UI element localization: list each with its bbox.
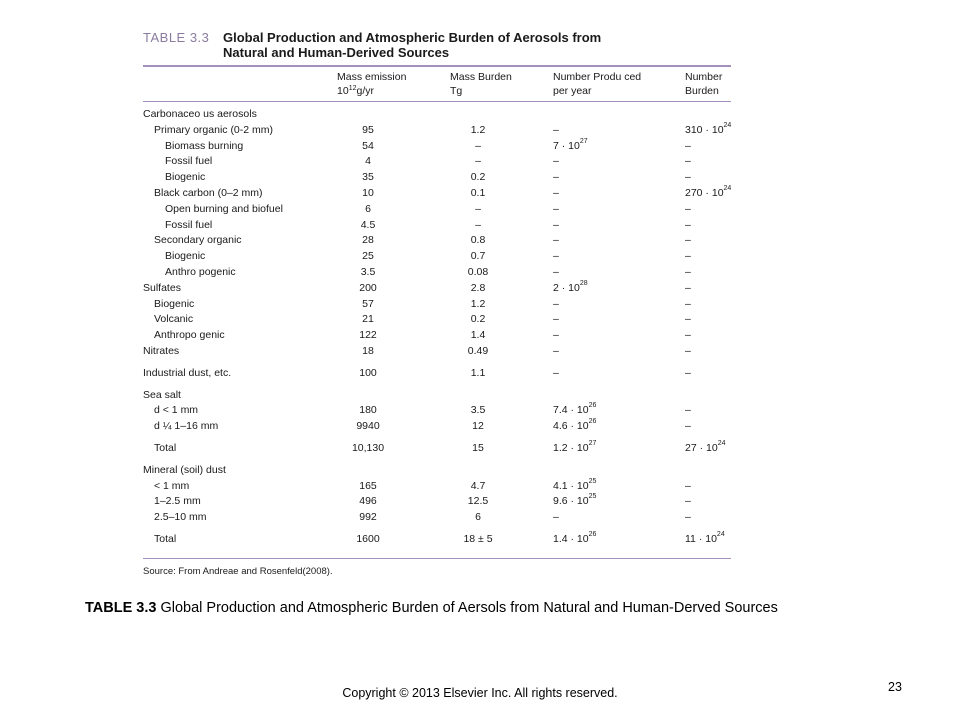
caption-label: TABLE 3.3	[85, 600, 157, 616]
cell-mass-burden: 15	[472, 442, 484, 454]
cell-number-burden-base: –	[685, 495, 691, 508]
cell-number-burden-base: –	[685, 155, 691, 168]
cell-number-burden-base: 310 · 10	[685, 123, 724, 136]
cell-number-burden-base: 27 · 10	[685, 442, 718, 454]
cell-mass-emission: 95	[362, 123, 374, 136]
cell-number-produced-exponent: 26	[588, 402, 597, 410]
cell-number-burden-base: –	[685, 313, 691, 326]
cell-number-produced-exponent: 27	[579, 137, 588, 145]
cell-number-burden	[685, 266, 691, 278]
cell-number-produced	[553, 187, 559, 199]
row-label: Nitrates	[143, 345, 180, 357]
cell-number-burden-base: –	[685, 218, 691, 231]
cell-number-produced-base: –	[553, 297, 559, 310]
cell-number-produced	[553, 313, 559, 325]
cell-number-produced	[553, 404, 596, 416]
cell-number-produced-base: 7.4 · 10	[553, 404, 589, 417]
table-row	[143, 511, 743, 527]
cell-number-burden	[685, 187, 731, 199]
cell-number-burden-base: –	[685, 266, 691, 278]
table-row	[143, 495, 743, 511]
row-label: < 1 mm	[154, 479, 190, 492]
table-row	[143, 203, 743, 219]
table-row	[143, 420, 743, 436]
cell-mass-burden: 18 ± 5	[463, 533, 493, 545]
cell-number-burden	[685, 121, 732, 136]
table-row	[143, 108, 743, 124]
header-number-burden: Number Burden	[685, 71, 723, 97]
cell-number-burden	[685, 404, 691, 416]
cell-mass-burden: 0.2	[470, 313, 486, 326]
table-row	[143, 234, 743, 250]
cell-number-burden	[685, 203, 691, 215]
row-label: Fossil fuel	[165, 218, 213, 231]
cell-number-burden-exponent: 24	[716, 531, 725, 538]
table-row	[143, 389, 743, 405]
cell-mass-emission: 18	[362, 345, 374, 357]
cell-number-produced-exponent: 27	[588, 440, 597, 447]
cell-mass-emission: 165	[359, 479, 377, 492]
cell-number-produced-base: 4.6 · 10	[553, 420, 589, 433]
table-source: Source: From Andreae and Rosenfeld(2008).	[143, 566, 333, 577]
cell-number-burden-base: –	[685, 345, 691, 357]
header-mass-emission: Mass emission $10^{12}g/yr$	[337, 71, 407, 97]
row-label: Secondary organic	[154, 234, 242, 247]
cell-mass-emission: 122	[359, 329, 377, 342]
cell-number-burden-base: –	[685, 511, 691, 524]
header-mass-burden: Mass Burden Tg	[450, 71, 512, 97]
row-label: Biogenic	[165, 171, 206, 184]
cell-mass-emission: 200	[359, 281, 377, 294]
row-label: Volcanic	[154, 313, 194, 326]
cell-mass-emission: 35	[362, 171, 374, 184]
row-label: Anthropo genic	[154, 329, 225, 342]
table-row	[143, 266, 743, 282]
row-label: Anthro pogenic	[165, 266, 236, 278]
table-row	[143, 171, 743, 187]
row-label: Total	[154, 533, 177, 545]
cell-number-produced	[553, 367, 559, 379]
cell-number-produced-base: –	[553, 250, 559, 263]
row-label: 2.5–10 mm	[154, 511, 207, 524]
cell-number-burden-base: –	[685, 171, 691, 184]
cell-number-produced	[553, 203, 559, 215]
row-label: Primary organic (0-2 mm)	[154, 123, 274, 136]
cell-mass-burden: –	[475, 218, 481, 231]
page-number: 23	[888, 680, 902, 694]
cell-number-produced	[553, 495, 596, 507]
cell-number-burden	[685, 171, 691, 183]
cell-mass-emission: 1600	[356, 533, 380, 545]
cell-number-produced-base: –	[553, 155, 559, 168]
cell-number-burden-base: –	[685, 329, 691, 342]
row-label: 1–2.5 mm	[154, 495, 201, 508]
cell-mass-burden: 0.2	[470, 171, 486, 184]
cell-number-produced-base: –	[553, 171, 559, 184]
cell-mass-burden: –	[475, 155, 481, 168]
cell-number-produced-exponent: 28	[579, 279, 588, 287]
row-label: Black carbon (0–2 mm)	[154, 187, 263, 199]
table-row	[143, 464, 743, 480]
cell-number-burden-base: 270 · 10	[685, 187, 724, 199]
cell-number-produced	[553, 533, 596, 545]
cell-number-produced-exponent: 26	[588, 531, 597, 538]
cell-mass-burden: 1.4	[470, 329, 486, 342]
table-row	[143, 219, 743, 235]
table-label: TABLE 3.3	[143, 30, 210, 45]
row-label: Industrial dust, etc.	[143, 366, 232, 379]
cell-mass-emission: 4	[365, 155, 371, 168]
cell-number-produced-base: 9.6 · 10	[553, 495, 589, 508]
table-title: Global Production and Atmospheric Burden of Aerosols from Natural and Human-Derived Sources	[223, 30, 602, 60]
cell-mass-burden: 0.49	[467, 345, 489, 357]
header-number-produced: Number Produ ced per year	[553, 71, 642, 97]
cell-mass-emission: 54	[362, 139, 374, 152]
cell-mass-emission: 4.5	[360, 218, 376, 231]
cell-number-burden	[685, 140, 691, 152]
cell-number-burden-base: –	[685, 250, 691, 263]
cell-number-produced-base: –	[553, 511, 559, 524]
cell-number-burden	[685, 533, 725, 545]
cell-number-burden-exponent: 24	[717, 440, 726, 447]
row-label: Biogenic	[165, 250, 206, 263]
table-row	[143, 533, 743, 549]
cell-number-burden-base: –	[685, 420, 691, 433]
cell-mass-emission: 6	[365, 202, 371, 215]
cell-mass-burden: –	[475, 139, 481, 152]
cell-number-produced-exponent: 26	[588, 418, 597, 426]
cell-number-burden-base: –	[685, 234, 691, 247]
row-label: Biomass burning	[165, 139, 244, 152]
cell-number-burden	[685, 282, 691, 294]
cell-mass-burden: 0.1	[470, 187, 486, 199]
table-row	[143, 121, 743, 140]
cell-number-burden	[685, 511, 691, 523]
cell-number-burden-base: –	[685, 281, 691, 294]
cell-number-produced	[553, 137, 588, 152]
cell-number-burden	[685, 155, 691, 167]
cell-number-produced	[553, 511, 559, 523]
cell-number-produced	[553, 155, 559, 167]
cell-number-produced	[553, 171, 559, 183]
cell-number-produced	[553, 477, 597, 492]
row-label: Mineral (soil) dust	[143, 463, 226, 476]
row-label: Biogenic	[154, 297, 195, 310]
cell-mass-emission: 180	[359, 404, 377, 417]
cell-number-produced-base: –	[553, 329, 559, 342]
cell-number-burden	[685, 495, 691, 507]
row-label: Open burning and biofuel	[165, 202, 283, 215]
cell-number-burden-base: –	[685, 139, 691, 152]
cell-number-burden	[685, 420, 691, 432]
cell-number-burden-base: –	[685, 479, 691, 492]
copyright-footer: Copyright © 2013 Elsevier Inc. All rights reserved.	[342, 686, 618, 700]
cell-number-produced-base: 1.2 · 10	[553, 442, 589, 454]
cell-number-produced-exponent: 25	[588, 493, 597, 501]
cell-number-produced	[553, 219, 559, 231]
cell-number-burden-base: –	[685, 366, 691, 379]
cell-mass-emission: 100	[359, 366, 377, 379]
cell-mass-emission: 3.5	[360, 266, 376, 278]
cell-number-burden	[685, 298, 691, 310]
cell-mass-burden: 12	[472, 420, 484, 433]
cell-number-produced-base: 7 · 10	[553, 139, 580, 152]
cell-number-burden	[685, 367, 691, 379]
cell-mass-emission: 10,130	[351, 442, 385, 454]
cell-number-produced	[553, 124, 559, 136]
cell-number-produced-base: 4.1 · 10	[553, 479, 589, 492]
table-row	[143, 345, 743, 361]
cell-mass-burden: 1.2	[470, 123, 486, 136]
cell-mass-emission: 21	[362, 313, 374, 326]
cell-number-burden	[685, 345, 691, 357]
row-label: d < 1 mm	[154, 404, 199, 417]
cell-mass-burden: 1.1	[470, 366, 486, 379]
cell-number-burden	[685, 480, 691, 492]
cell-number-produced	[553, 329, 559, 341]
cell-mass-burden: 6	[475, 511, 481, 524]
row-label: Total	[154, 442, 177, 454]
cell-number-produced-base: –	[553, 345, 559, 357]
cell-number-produced-exponent: 25	[588, 477, 597, 485]
cell-mass-emission: 992	[359, 511, 377, 524]
table-row	[143, 313, 743, 329]
cell-number-burden-exponent: 24	[723, 121, 732, 129]
cell-number-produced	[553, 442, 596, 454]
table-row	[143, 137, 743, 156]
cell-mass-burden: 1.2	[470, 297, 486, 310]
cell-number-produced	[553, 420, 596, 432]
cell-number-produced	[553, 250, 559, 262]
slide-caption	[85, 600, 778, 616]
cell-mass-burden: 0.8	[470, 234, 486, 247]
cell-mass-burden: 4.7	[470, 479, 486, 492]
cell-number-produced-base: 2 · 10	[553, 281, 580, 294]
cell-number-produced-base: 1.4 · 10	[553, 533, 589, 545]
cell-mass-burden: 0.08	[467, 266, 489, 278]
row-label: Sea salt	[143, 388, 181, 401]
cell-mass-emission: 25	[362, 250, 374, 263]
cell-number-burden-exponent: 24	[723, 185, 732, 192]
row-label: d ¼ 1–16 mm	[154, 420, 219, 433]
caption-text: Global Production and Atmospheric Burden of Aersols from Natural and Human-Derved Sources	[156, 600, 778, 616]
table-row	[143, 298, 743, 314]
table-row	[143, 367, 743, 383]
cell-mass-burden: 2.8	[470, 281, 486, 294]
table-row	[143, 442, 743, 458]
cell-mass-burden: 0.7	[470, 250, 486, 263]
cell-mass-emission: 9940	[356, 420, 380, 433]
cell-number-produced-base: –	[553, 266, 559, 278]
cell-number-produced-base: –	[553, 366, 559, 379]
table-row	[143, 155, 743, 171]
cell-number-produced-base: –	[553, 218, 559, 231]
row-label: Fossil fuel	[165, 155, 213, 168]
table-row	[143, 477, 743, 496]
cell-mass-emission: 28	[362, 234, 374, 247]
cell-number-produced-base: –	[553, 313, 559, 326]
cell-number-burden	[685, 442, 726, 454]
table-row	[143, 187, 743, 203]
row-label: Carbonaceo us aerosols	[143, 108, 257, 120]
cell-number-produced	[553, 234, 559, 246]
cell-number-burden	[685, 234, 691, 246]
cell-mass-emission: 10	[362, 187, 374, 199]
cell-number-burden-base: –	[685, 297, 691, 310]
table-row	[143, 279, 743, 298]
cell-number-produced-base: –	[553, 123, 559, 136]
header-rule	[143, 101, 731, 102]
table-row	[143, 404, 743, 420]
cell-mass-burden: 3.5	[470, 404, 486, 417]
bottom-rule	[143, 558, 731, 559]
top-rule	[143, 65, 731, 67]
row-label: Sulfates	[143, 281, 181, 294]
cell-number-produced	[553, 266, 559, 278]
cell-number-produced-base: –	[553, 187, 559, 199]
cell-mass-burden: –	[475, 202, 481, 215]
cell-number-burden	[685, 219, 691, 231]
cell-number-produced-base: –	[553, 202, 559, 215]
cell-mass-emission: 57	[362, 297, 374, 310]
cell-number-burden-base: –	[685, 202, 691, 215]
cell-number-produced	[553, 279, 588, 294]
cell-number-burden-base: –	[685, 404, 691, 417]
cell-number-produced-base: –	[553, 234, 559, 247]
cell-number-burden	[685, 313, 691, 325]
cell-mass-emission: 496	[359, 495, 377, 508]
table-row	[143, 329, 743, 345]
cell-number-produced	[553, 298, 559, 310]
table-row	[143, 250, 743, 266]
cell-mass-burden: 12.5	[467, 495, 489, 508]
cell-number-burden	[685, 329, 691, 341]
cell-number-produced	[553, 345, 559, 357]
cell-number-burden-base: 11 · 10	[685, 533, 717, 545]
cell-number-burden	[685, 250, 691, 262]
